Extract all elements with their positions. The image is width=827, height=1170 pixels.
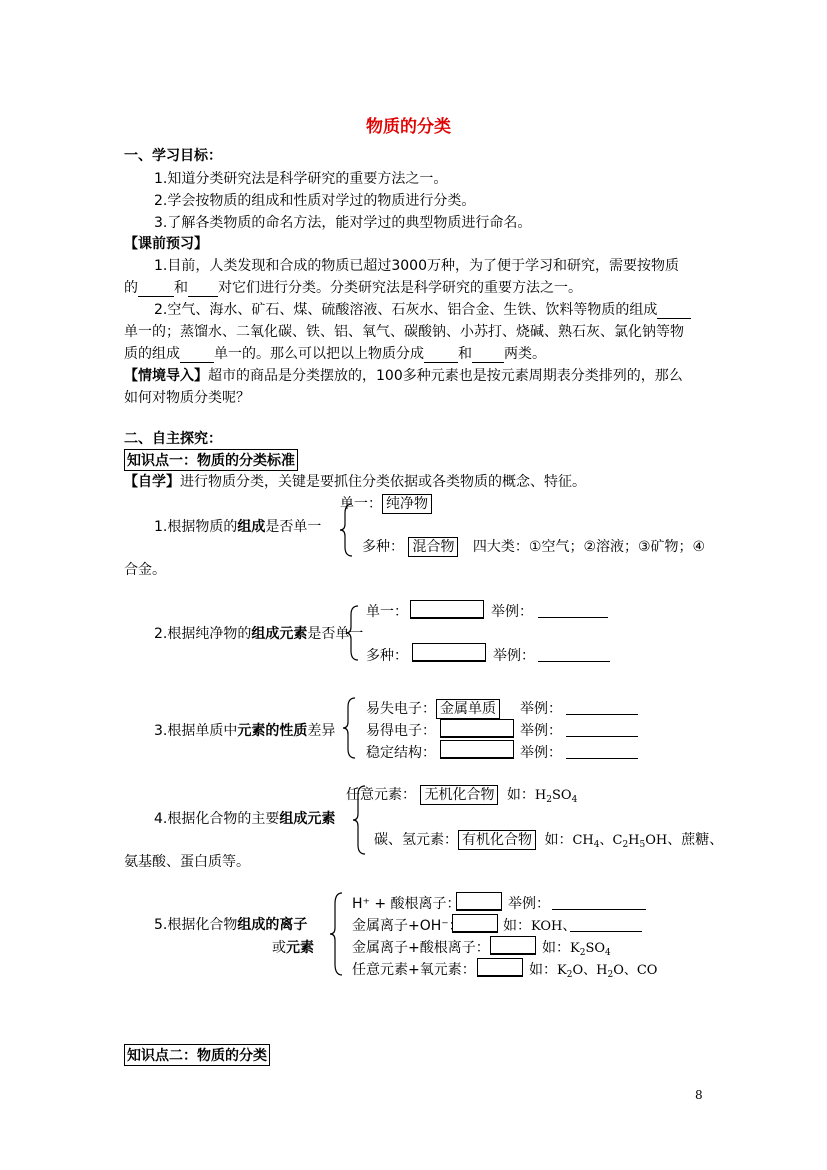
self-study-text: 进行物质分类，关键是要抓住分类依据或各类物质的概念、特征。: [180, 474, 586, 490]
answer-line[interactable]: [566, 735, 638, 737]
goal-1: 1.知道分类研究法是科学研究的重要方法之一。: [154, 171, 448, 187]
intro-heading: 【情境导入】: [124, 368, 208, 384]
item5-row1-label: H⁺ + 酸根离子：: [352, 896, 461, 912]
item2-single-label: 单一：: [366, 604, 408, 620]
blank-field[interactable]: [180, 348, 214, 363]
answer-box: 无机化合物: [420, 785, 498, 805]
preview-p1-line1: 1.目前，人类发现和合成的物质已超过3000万种，为了便于学习和研究，需要按物质: [154, 258, 679, 274]
formula: $H_2SO_4$: [534, 788, 578, 805]
self-study-label: 【自学】: [124, 474, 180, 490]
text: 四大类：①空气；②溶液；③矿物；④: [472, 539, 706, 555]
text: 元素: [286, 940, 314, 956]
text: 两类。: [504, 346, 546, 362]
intro-line2: 如何对物质分类呢？: [124, 390, 250, 406]
item3-row2-label: 易得电子：: [366, 723, 436, 739]
text: 或: [272, 940, 286, 956]
text: 易失电子：: [366, 701, 436, 717]
blank-field[interactable]: [188, 282, 218, 297]
text: 多种：: [362, 539, 404, 555]
text: 如：: [529, 962, 557, 978]
text: 元素的性质: [237, 723, 308, 739]
answer-box-empty[interactable]: [440, 740, 514, 759]
item4-row1: [346, 784, 577, 805]
text: 是否单一: [307, 626, 364, 642]
answer-box-empty[interactable]: [456, 892, 502, 911]
knowledge-point-2: 知识点二：物质的分类: [124, 1044, 270, 1066]
answer-line[interactable]: [538, 660, 610, 662]
page-number: 8: [695, 1088, 703, 1102]
blank-field[interactable]: [657, 304, 691, 319]
text: 、蔗糖、: [667, 832, 724, 848]
blank-field[interactable]: [424, 348, 458, 363]
item5-label-line1: [154, 914, 307, 934]
answer-line[interactable]: [566, 757, 638, 759]
item4-row2: [374, 829, 723, 850]
answer-box: 有机化合物: [458, 830, 536, 850]
formula: $CH_4$、$C_2H_5OH$: [572, 833, 668, 850]
answer-box-empty[interactable]: [440, 719, 514, 738]
item5-row3-tail: [542, 937, 611, 958]
item5-row2-tail: [503, 915, 576, 935]
preview-p2-line2: 单一的；蒸馏水、二氧化碳、铁、铝、氧气、碳酸钠、小苏打、烧碱、熟石灰、氯化钠等物: [124, 324, 684, 340]
answer-box: 混合物: [408, 537, 458, 557]
section-heading-goals: 一、学习目标：: [124, 148, 222, 164]
example-label: 举例：: [493, 648, 535, 664]
page-title: 物质的分类: [366, 117, 451, 137]
intro-line1: [124, 365, 683, 385]
text: 是否单一: [265, 519, 322, 535]
text: 如：: [544, 832, 573, 848]
goal-2: 2.学会按物质的组成和性质对学过的物质进行分类。: [154, 193, 476, 209]
brace-icon: [343, 697, 357, 759]
item4-label: [154, 808, 335, 828]
text: 组成: [237, 519, 266, 535]
answer-box-empty[interactable]: [410, 600, 484, 619]
answer-line[interactable]: [566, 713, 638, 715]
knowledge-point-1: 知识点一：物质的分类标准: [124, 449, 298, 471]
text: 任意元素：: [346, 787, 416, 803]
formula: $K_2SO_4$: [570, 941, 611, 958]
text: 5.根据化合物: [154, 917, 238, 933]
item5-row4-label: 任意元素+氧元素：: [352, 962, 476, 978]
item1-multi: [362, 536, 705, 557]
text: 和: [458, 346, 472, 362]
text: 2.根据纯净物的: [154, 626, 252, 642]
item3-row1: [366, 698, 500, 719]
text: 4.根据化合物的主要: [154, 811, 280, 827]
text: 3.根据单质中: [154, 723, 238, 739]
section-heading-explore: 二、自主探究：: [124, 431, 222, 447]
item4-cont: 氨基酸、蛋白质等。: [124, 854, 250, 870]
example-label: 举例：: [508, 896, 550, 912]
item5-row3-label: 金属离子+酸根离子：: [352, 940, 490, 956]
text: 质的组成: [124, 346, 180, 362]
item2-label: [154, 623, 363, 643]
preview-p2-line3: [124, 343, 546, 363]
text: 如：: [542, 940, 570, 956]
example-label: 举例：: [520, 745, 562, 761]
text: 碳、氢元素：: [374, 832, 458, 848]
item1-label: [154, 516, 321, 536]
answer-line[interactable]: [570, 930, 642, 932]
formula: $K_2O$、$H_2O$、CO: [557, 963, 658, 980]
item3-row3-label: 稳定结构：: [366, 745, 436, 761]
item3-label: [154, 720, 335, 740]
answer-box-empty[interactable]: [452, 914, 498, 933]
formula: KOH: [531, 919, 563, 934]
text: 组成元素: [251, 626, 308, 642]
brace-icon: [330, 892, 344, 976]
example-label: 举例：: [491, 604, 533, 620]
text: 的: [124, 280, 138, 296]
item5-label-line2: [272, 937, 314, 957]
self-study-line: [124, 471, 586, 491]
text: 1.根据物质的: [154, 519, 238, 535]
text: 如：: [503, 918, 531, 934]
example-label: 举例：: [520, 701, 562, 717]
text: 、: [562, 918, 577, 934]
goal-3: 3.了解各类物质的命名方法，能对学过的典型物质进行命名。: [154, 215, 532, 231]
text: 和: [174, 280, 188, 296]
preview-heading: 【课前预习】: [124, 236, 208, 252]
blank-field[interactable]: [472, 348, 504, 363]
item5-row2-label: 金属离子+OH⁻：: [352, 918, 463, 934]
answer-box: 纯净物: [382, 494, 432, 514]
preview-p2-line1: [154, 299, 691, 319]
text: 如：: [506, 787, 535, 803]
answer-box-empty[interactable]: [490, 936, 536, 955]
intro-text: 超市的商品是分类摆放的，100多种元素也是按元素周期表分类排列的，那么: [208, 368, 683, 384]
item2-multi-label: 多种：: [366, 648, 408, 664]
item5-row4-tail: [529, 959, 657, 980]
example-label: 举例：: [520, 723, 562, 739]
item1-single: [340, 493, 432, 514]
text: 2.空气、海水、矿石、煤、硫酸溶液、石灰水、铝合金、生铁、饮料等物质的组成: [154, 302, 658, 318]
answer-line[interactable]: [538, 616, 608, 618]
item1-cont: 合金。: [124, 562, 166, 578]
text: 对它们进行分类。分类研究法是科学研究的重要方法之一。: [218, 280, 582, 296]
blank-field[interactable]: [138, 282, 174, 297]
text: 组成的离子: [237, 917, 308, 933]
answer-box-empty[interactable]: [412, 643, 486, 662]
text: 差异: [307, 723, 336, 739]
preview-p1-line2: [124, 277, 582, 297]
text: 组成元素: [279, 811, 336, 827]
answer-box: 金属单质: [436, 699, 500, 719]
answer-line[interactable]: [552, 908, 646, 910]
answer-box-empty[interactable]: [477, 958, 523, 977]
text: 单一的。那么可以把以上物质分成: [214, 346, 424, 362]
text: 单一：: [340, 496, 382, 512]
